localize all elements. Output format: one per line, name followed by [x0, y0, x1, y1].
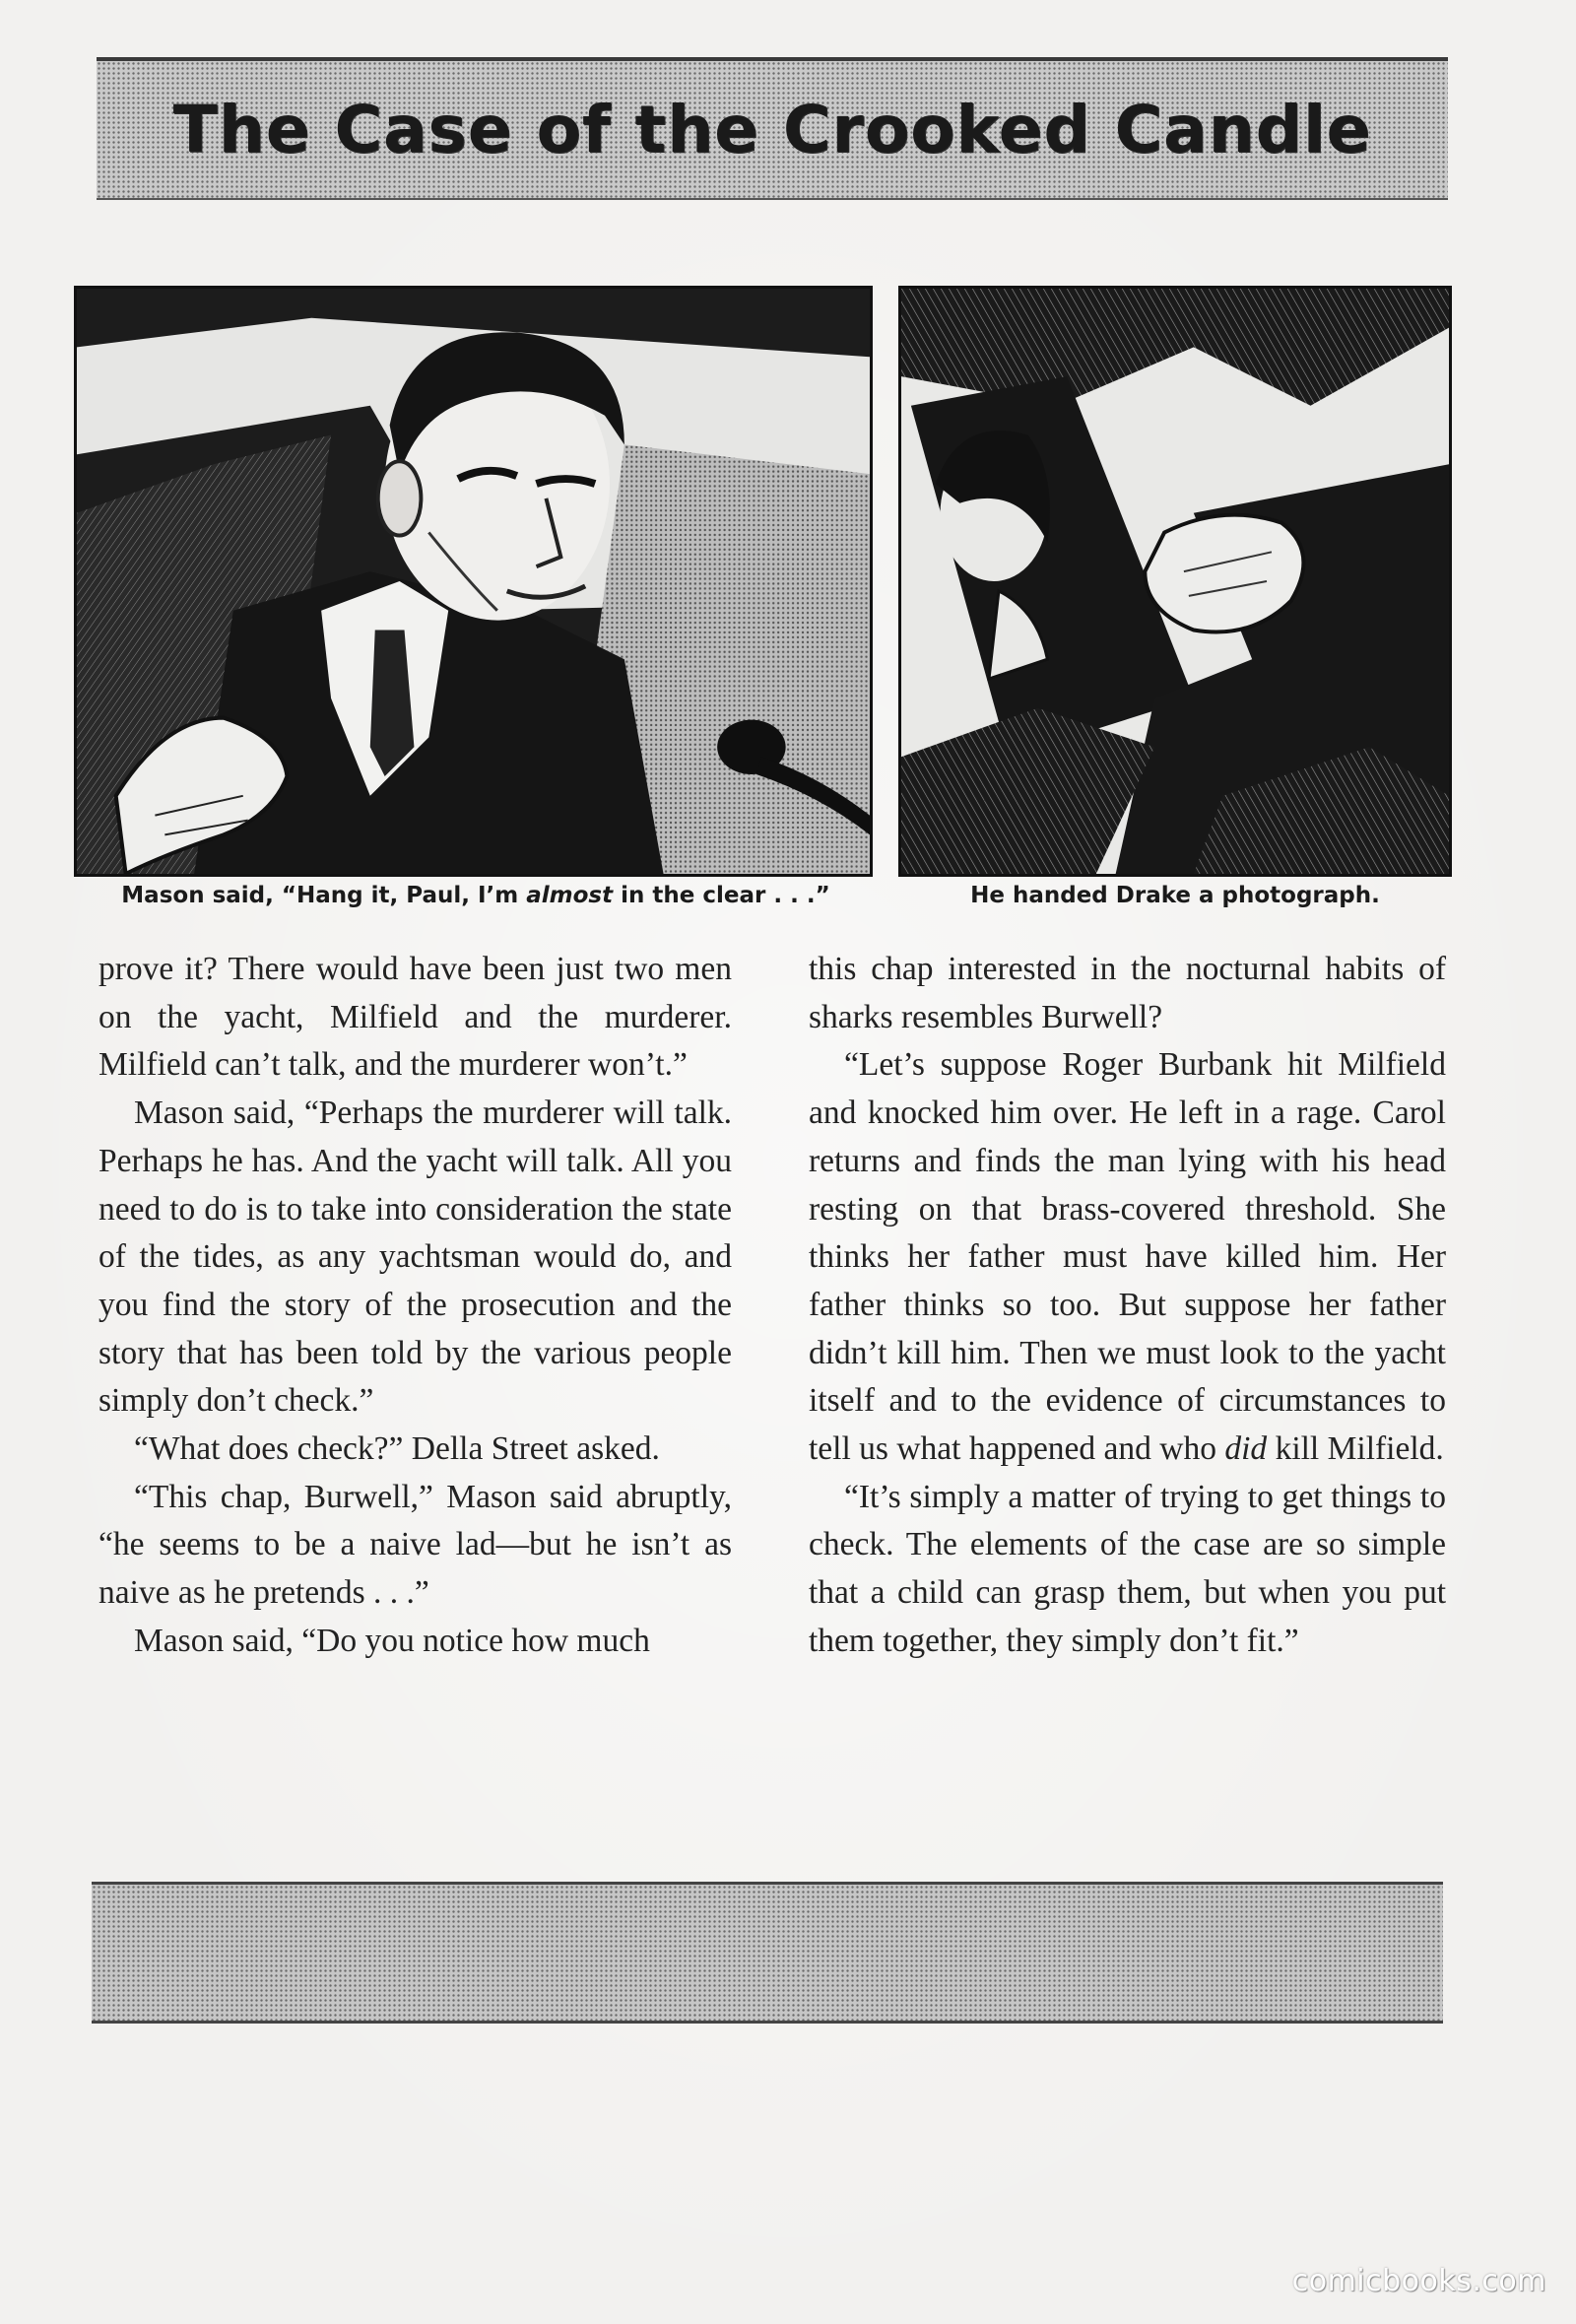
paragraph: prove it? There would have been just two men on the yacht, Milfield and the murderer. Milfield can’t talk, and the murderer won’t.” [98, 951, 732, 1084]
paragraph: Mason said, “Do you notice how much [134, 1622, 650, 1659]
paragraph-part: “Let’s suppose Roger Burbank hit Milfield and knocked him over. He left in a rage. Carol returns and finds the man lying with his head resting on that brass-covered threshold. She thinks her father must have killed him. Her father thinks so too. But suppose her father didn’t kill him. Then we must look to the yacht itself and to the evidence of circumstances to tell us what happened and who [809, 1046, 1446, 1468]
caption-mason-part1: Mason said, “Hang it, Paul, I’m [121, 883, 527, 908]
paragraph: “What does check?” Della Street asked. [134, 1430, 660, 1468]
watermark: comicbooks.com [1291, 2264, 1546, 2298]
paragraph: “It’s simply a matter of trying to get things to check. The elements of the case are so simple that a child can grasp them, but when you put them together, they simply don’t fit.” [809, 1478, 1446, 1659]
bottom-banner [92, 1882, 1443, 2024]
caption-mason-part2: in the clear . . .” [613, 883, 830, 908]
paragraph: this chap interested in the nocturnal habits of sharks resembles Burwell? [809, 951, 1446, 1035]
caption-mason-emphasis: almost [526, 883, 614, 908]
illustration-photograph [898, 286, 1452, 877]
story-title: The Case of the Crooked Candle [172, 92, 1372, 167]
paragraph-emphasis: did [1224, 1430, 1268, 1468]
paragraph-part: kill Milfield. [1267, 1430, 1444, 1468]
photograph-drawing [901, 289, 1449, 874]
illustration-mason [74, 286, 873, 877]
text-column-left [98, 946, 732, 1666]
paragraph: “This chap, Burwell,” Mason said abruptly, “he seems to be a naive lad—but he isn’t as naive as he pretends . . .” [98, 1478, 732, 1612]
mason-drawing [77, 289, 870, 874]
caption-photograph: He handed Drake a photograph. [970, 883, 1380, 908]
text-column-right [809, 946, 1446, 1666]
paragraph: Mason said, “Perhaps the murderer will talk. Perhaps he has. And the yacht will talk. All you need to do is to take into consideration the state of the tides, as any yachtsman would do, and you find the story of the prosecution and the story that has been told by the various people simply don’t check.” [98, 1095, 732, 1420]
title-banner [97, 57, 1448, 200]
caption-mason [87, 883, 865, 908]
paragraph [809, 1041, 1446, 1473]
